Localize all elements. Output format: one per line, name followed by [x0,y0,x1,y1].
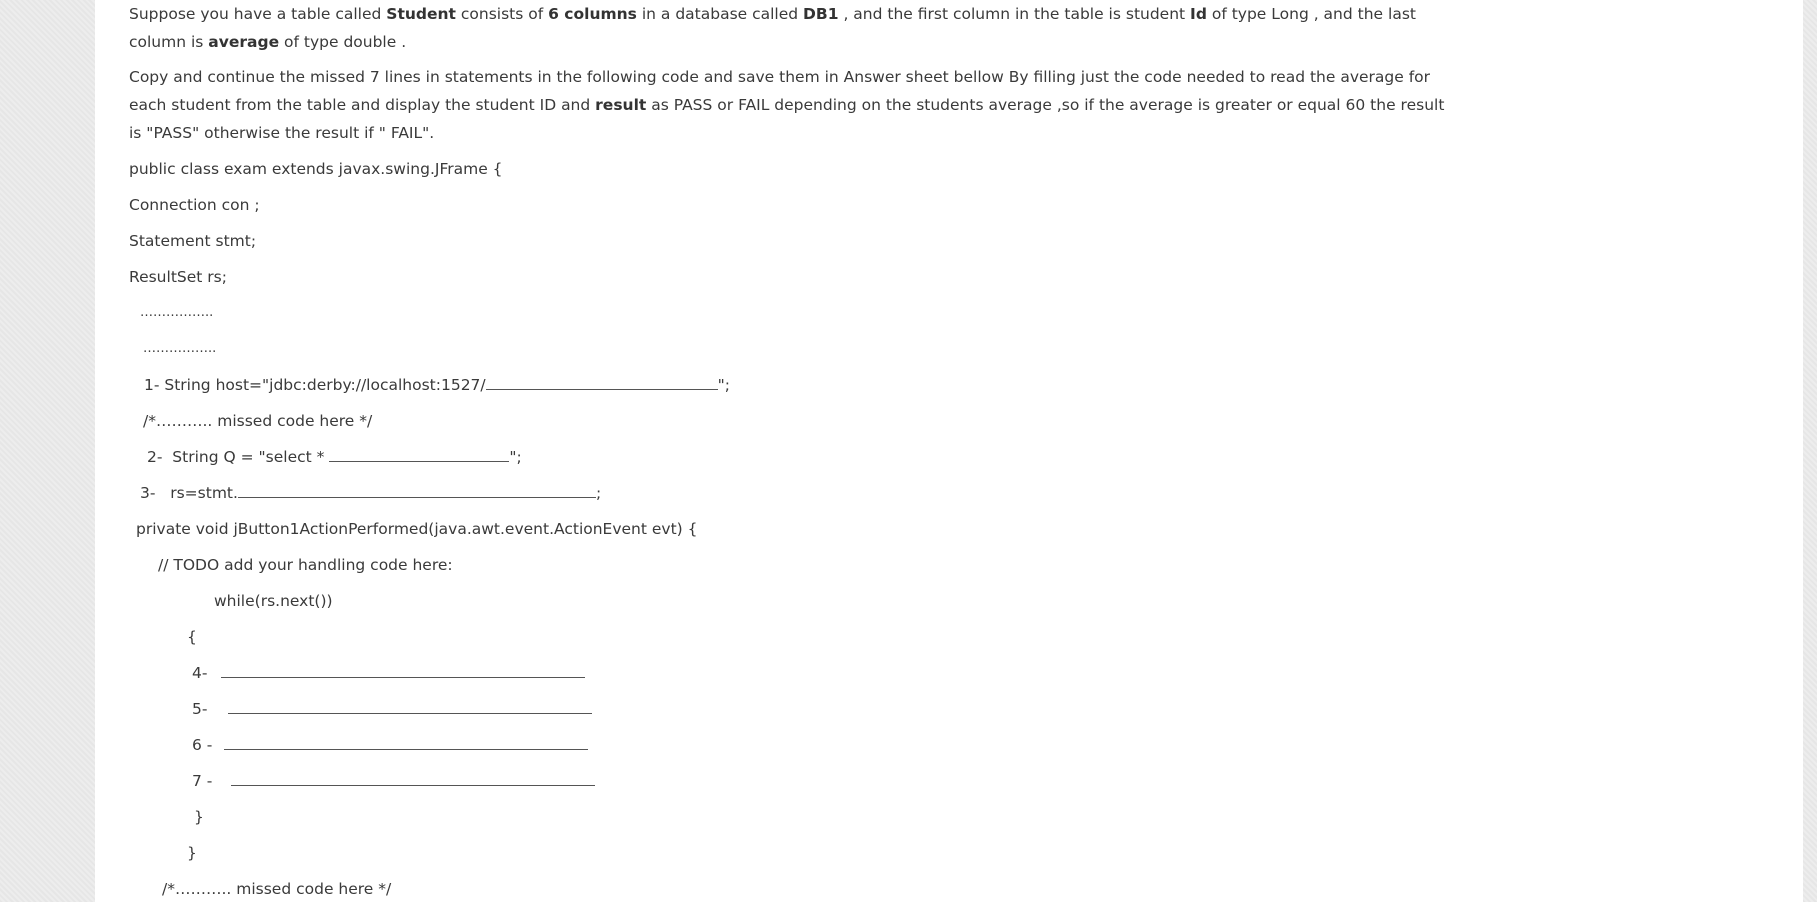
code-line-2 [147,439,522,475]
bold-average: average [208,33,280,51]
document-page [95,0,1803,902]
text: as PASS or FAIL depending on the students average ,so if the average is greater or equal 60 the result is "PASS" otherwise the result if " FAIL". [129,96,1445,142]
bold-table-name: Student [386,5,456,23]
code-while: while(rs.next()) [214,592,333,610]
bold-database: DB1 [803,5,839,23]
answer-line-7 [192,763,595,799]
text: in a database called [636,5,804,23]
bold-columns: 6 columns [548,5,637,23]
answer-line-5 [192,691,592,727]
code-missed-2: /*……….. missed code here */ [162,880,392,898]
code-dots-2: …………….. [143,341,217,356]
line-7-blank [231,769,595,786]
code-missed-1: /*……….. missed code here */ [143,412,373,430]
line-7-label: 7 - [192,772,213,790]
text: of type double . [279,33,407,51]
bold-id: Id [1190,5,1207,23]
line-3-blank [238,481,596,498]
code-close-brace-inner: } [194,808,204,826]
code-line-3 [140,475,601,511]
text: Suppose you have a table called [129,5,387,23]
line-5-label: 5- [192,700,208,718]
page-background-left [0,0,95,902]
line-4-label: 4- [192,664,208,682]
page-background-right [1803,0,1817,902]
code-close-brace-outer: } [187,844,197,862]
line-3-suffix: ; [595,484,602,502]
line-3-prefix: 3- rs=stmt. [140,484,238,502]
code-todo-comment: // TODO add your handling code here: [158,556,453,574]
code-statement: Statement stmt; [129,232,257,250]
answer-line-4 [192,655,585,691]
answer-line-6 [192,727,588,763]
text: of type Long , and the last column is [129,5,1416,51]
code-open-brace: { [187,628,197,646]
line-1-suffix: "; [717,376,730,394]
code-resultset: ResultSet rs; [129,268,227,286]
question-intro-paragraph [129,0,1449,56]
line-6-label: 6 - [192,736,213,754]
line-2-suffix: "; [509,448,522,466]
code-method-declaration: private void jButton1ActionPerformed(java.awt.event.ActionEvent evt) { [136,520,698,538]
line-6-blank [224,733,588,750]
text: , and the first column in the table is student [838,5,1191,23]
code-class-declaration: public class exam extends javax.swing.JFrame { [129,160,503,178]
line-5-blank [228,697,592,714]
bold-result: result [595,96,647,114]
text: consists of [455,5,549,23]
line-2-prefix: 2- String Q = "select * [147,448,330,466]
code-line-1 [144,367,730,403]
line-2-blank [329,445,509,462]
text: Copy and continue the missed 7 lines in statements in the following code and save them in Answer sheet bellow By filling just the code needed to read the average for each student from the table and display the student ID and [129,68,1431,114]
question-instructions-paragraph [129,63,1449,147]
line-4-blank [221,661,585,678]
code-connection: Connection con ; [129,196,260,214]
line-1-blank [486,373,718,390]
line-1-prefix: 1- String host="jdbc:derby://localhost:1527/ [144,376,486,394]
code-dots-1: …………….. [140,305,214,320]
